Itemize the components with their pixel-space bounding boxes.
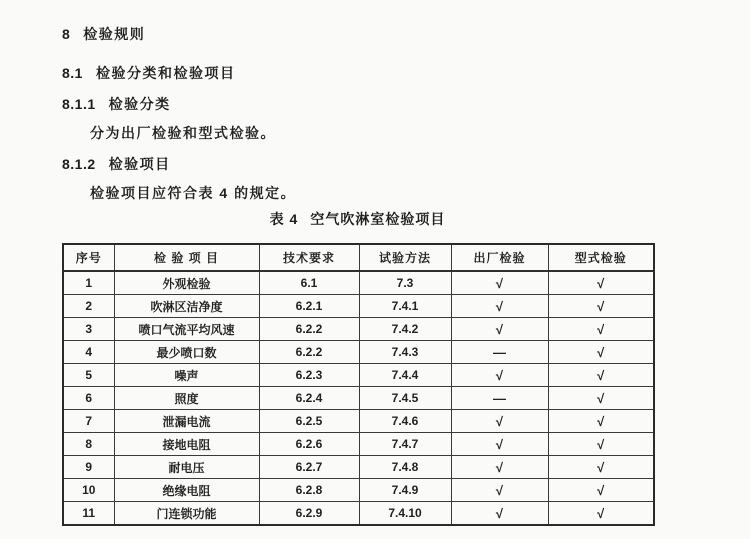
table-cell-mark: √ xyxy=(548,479,654,502)
table-row xyxy=(63,502,654,526)
table-row xyxy=(63,364,654,387)
table-cell: 照度 xyxy=(114,387,259,410)
table-cell-mark: — xyxy=(451,387,548,410)
section-heading-8 xyxy=(62,24,145,44)
column-header-index: 序号 xyxy=(63,244,114,271)
table-cell: 最少喷口数 xyxy=(114,341,259,364)
table-cell-mark: √ xyxy=(451,479,548,502)
table-row xyxy=(63,410,654,433)
table-cell: 接地电阻 xyxy=(114,433,259,456)
table-cell: 1 xyxy=(63,271,114,295)
table-cell: 7.4.7 xyxy=(359,433,451,456)
table-cell: 6.2.9 xyxy=(259,502,359,526)
table-cell: 6 xyxy=(63,387,114,410)
table-cell: 6.2.8 xyxy=(259,479,359,502)
table-cell-mark: √ xyxy=(451,410,548,433)
table-cell: 5 xyxy=(63,364,114,387)
table-cell: 7.4.1 xyxy=(359,295,451,318)
table-cell-mark: √ xyxy=(548,271,654,295)
column-header-factory: 出厂检验 xyxy=(451,244,548,271)
table-caption xyxy=(62,209,653,229)
table-cell: 6.2.1 xyxy=(259,295,359,318)
table-cell-mark: √ xyxy=(548,456,654,479)
body-paragraph: 分为出厂检验和型式检验。 xyxy=(90,125,276,141)
table-row xyxy=(63,456,654,479)
table-cell-mark: √ xyxy=(548,341,654,364)
table-cell: 6.2.3 xyxy=(259,364,359,387)
column-header-requirement: 技术要求 xyxy=(259,244,359,271)
table-cell-mark: √ xyxy=(451,433,548,456)
table-body xyxy=(63,271,654,525)
table-cell: 7.3 xyxy=(359,271,451,295)
table-row xyxy=(63,318,654,341)
table-row xyxy=(63,433,654,456)
table-cell: 喷口气流平均风速 xyxy=(114,318,259,341)
table-cell-mark: √ xyxy=(451,271,548,295)
section-number: 8.1.2 xyxy=(62,156,96,172)
table-cell-mark: √ xyxy=(451,318,548,341)
table-cell-mark: √ xyxy=(548,410,654,433)
table-cell: 7.4.5 xyxy=(359,387,451,410)
section-heading-8-1-2 xyxy=(62,154,171,174)
body-paragraph: 检验项目应符合表 4 的规定。 xyxy=(90,185,297,201)
table-cell: 7.4.2 xyxy=(359,318,451,341)
table-cell: 吹淋区洁净度 xyxy=(114,295,259,318)
table-cell-mark: √ xyxy=(548,502,654,526)
table-cell: 4 xyxy=(63,341,114,364)
table-cell: 3 xyxy=(63,318,114,341)
section-heading-8-1-1 xyxy=(62,94,171,114)
table-cell: 7.4.3 xyxy=(359,341,451,364)
table-cell: 6.2.5 xyxy=(259,410,359,433)
table-cell-mark: √ xyxy=(451,502,548,526)
column-header-item: 检 验 项 目 xyxy=(114,244,259,271)
column-header-type: 型式检验 xyxy=(548,244,654,271)
table-cell: 6.1 xyxy=(259,271,359,295)
table-header-row xyxy=(63,244,654,271)
section-title: 检验分类和检验项目 xyxy=(95,65,236,81)
table-cell: 10 xyxy=(63,479,114,502)
table-cell-mark: √ xyxy=(451,295,548,318)
section-number: 8 xyxy=(62,26,71,42)
inspection-items-table xyxy=(62,243,655,526)
table-row xyxy=(63,295,654,318)
table-cell-mark: √ xyxy=(548,387,654,410)
table-cell-mark: √ xyxy=(451,364,548,387)
table-cell-mark: √ xyxy=(548,364,654,387)
table-cell-mark: √ xyxy=(548,433,654,456)
section-title: 检验项目 xyxy=(108,156,171,172)
section-title: 检验规则 xyxy=(83,26,146,42)
table-cell: 9 xyxy=(63,456,114,479)
table-cell-mark: — xyxy=(451,341,548,364)
table-cell: 外观检验 xyxy=(114,271,259,295)
table-cell: 6.2.4 xyxy=(259,387,359,410)
table-cell: 7 xyxy=(63,410,114,433)
table-cell: 6.2.2 xyxy=(259,318,359,341)
table-cell: 7.4.8 xyxy=(359,456,451,479)
table-cell-mark: √ xyxy=(548,295,654,318)
table-header xyxy=(63,244,654,271)
table-row xyxy=(63,479,654,502)
table-cell-mark: √ xyxy=(451,456,548,479)
table-cell: 6.2.2 xyxy=(259,341,359,364)
section-number: 8.1.1 xyxy=(62,96,96,112)
section-heading-8-1 xyxy=(62,63,235,83)
table-row xyxy=(63,341,654,364)
section-title: 检验分类 xyxy=(108,96,171,112)
table-cell: 8 xyxy=(63,433,114,456)
column-header-method: 试验方法 xyxy=(359,244,451,271)
table-cell: 7.4.9 xyxy=(359,479,451,502)
table-cell: 7.4.6 xyxy=(359,410,451,433)
table-cell: 绝缘电阻 xyxy=(114,479,259,502)
table-row xyxy=(63,271,654,295)
table-cell: 7.4.4 xyxy=(359,364,451,387)
table-cell: 6.2.6 xyxy=(259,433,359,456)
table-cell: 门连锁功能 xyxy=(114,502,259,526)
table-cell: 耐电压 xyxy=(114,456,259,479)
table-cell: 2 xyxy=(63,295,114,318)
table-caption-title: 空气吹淋室检验项目 xyxy=(310,211,446,227)
table-cell-mark: √ xyxy=(548,318,654,341)
section-number: 8.1 xyxy=(62,65,83,81)
table-cell: 11 xyxy=(63,502,114,526)
table-row xyxy=(63,387,654,410)
table-cell: 噪声 xyxy=(114,364,259,387)
table-cell: 泄漏电流 xyxy=(114,410,259,433)
table-cell: 7.4.10 xyxy=(359,502,451,526)
table-cell: 6.2.7 xyxy=(259,456,359,479)
table-caption-label: 表 4 xyxy=(269,211,299,227)
